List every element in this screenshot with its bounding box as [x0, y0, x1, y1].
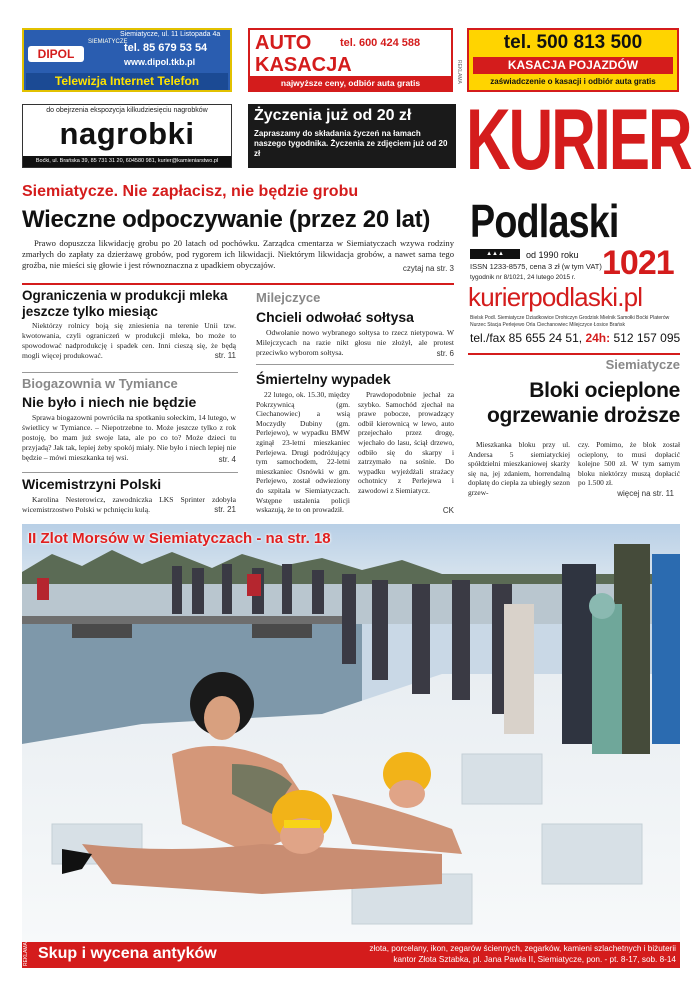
ad-kasacja-pojazdow: [467, 28, 679, 92]
nagrobki-footer: Boćki, ul. Brańska 39, 85 731 31 20, 604580 981, kurier@kamieniarstwo.pl: [23, 156, 231, 167]
divider-3: [256, 364, 454, 365]
biogaz-body: Sprawa biogazowni powróciła na spotkaniu sołeckim, 14 lutego, w świetlicy w Tymiance. – Niepotrzebne to. Może jeszcze tylko z rok postoję, bo mam już swoje lata, ale po co to? Może dzieci tu przyjadą? Jak tak, lepiej żeby spokój miały. Nie było i niech lepiej nie będzie – mówi mieszkanka tej wsi.: [22, 413, 236, 462]
antyki-tag: REKLAMA: [23, 942, 29, 966]
right-divider: [468, 353, 680, 355]
nagrobki-top: do obejrzenia ekspozycja kilkudziesięciu nagrobków: [46, 107, 208, 114]
nagrobki-title: nagrobki: [59, 116, 195, 151]
wypadek-headline: Śmiertelny wypadek: [256, 371, 391, 387]
lead-ref: czytaj na str. 3: [402, 264, 454, 273]
cover-photo: [22, 524, 680, 942]
dipol-phone: tel. 85 679 53 54: [124, 42, 208, 54]
masthead-issue: tygodnik nr 8/1021, 24 lutego 2015 r.: [470, 274, 576, 281]
contact-24h-label: 24h:: [585, 331, 611, 345]
masthead-contact: [470, 331, 682, 345]
zyczenia-body: Zapraszamy do składania życzeń na łamach naszego tygodnika. Życzenia ze zdjęciem już od 20 zł: [254, 129, 448, 158]
lead-headline: Wieczne odpoczywanie (przez 20 lat): [22, 206, 431, 233]
ad-zyczenia: [248, 104, 456, 168]
zyczenia-title: Życzenia już od 20 zł: [254, 107, 412, 124]
lead-divider: [22, 283, 454, 285]
antyki-title: Skup i wycena antyków: [38, 945, 217, 962]
auto-label: AUTO: [255, 32, 312, 54]
ad-antyki: [22, 942, 680, 968]
bloki-headline: Bloki ocieplone ogrzewanie droższe: [487, 379, 680, 427]
lead-kicker: Siemiatycze. Nie zapłacisz, nie będzie grobu: [22, 183, 359, 200]
ad-dipol: [22, 28, 232, 92]
biogaz-kicker: Biogazownia w Tymiance: [22, 376, 178, 391]
mleko-headline: Ograniczenia w produkcji mleka jeszcze tylko miesiąc: [22, 288, 228, 319]
auto-phone: tel. 600 424 588: [340, 37, 421, 49]
dipol-url: www.dipol.tkb.pl: [124, 57, 196, 67]
wypadek-sign: CK: [442, 506, 454, 515]
mleko-body: Niektórzy rolnicy boją się zniesienia na terenie Unii tzw. kwotowania, czyli ograniczeń w produkcji mleka, bo może to spowodować nadprodukcję i spadek cen. Inni cieszą się, że będą mogli więcej produkować.: [22, 321, 236, 360]
dipol-services: Telewizja Internet Telefon: [26, 73, 228, 90]
soltys-headline: Chcieli odwołać sołtysa: [256, 309, 414, 325]
masthead-issn: ISSN 1233-8575, cena 3 zł (w tym VAT): [470, 262, 602, 271]
bloki-kicker: Siemiatycze: [605, 357, 680, 372]
bloki-col1: Mieszkanka bloku przy ul. Andersa 5 siemiatyckiej spółdzielni mieszkaniowej skarży się na, jej zdaniem, horrendalną dopłatę do ciepła za ubiegły sezon grzew-: [468, 440, 570, 497]
wypadek-col1: 22 lutego, ok. 15.30, między Pokrzywnicą (gm. Ciechanowiec) a wsią Moczydły Dubiny (gm. Perlejewo), w wypadku BMW zginął 23-letni mieszkaniec Perlejewa. Drugi podróżujący tym samochodem, 22-letni mieszkaniec Osnówki w gm. Perlejewo, został odwieziony do szpitala w Siemiatyczach. Wstępne ustalenia policji wskazują, że to on prowadził.: [256, 390, 350, 515]
wicemistrzyni-ref: str. 21: [214, 505, 236, 514]
photo-caption: II Zlot Morsów w Siemiatyczach - na str. 18: [28, 530, 331, 547]
divider-2: [22, 472, 238, 473]
bloki-ref: więcej na str. 11: [617, 489, 674, 498]
contact-fax: tel./fax 85 655 24 51,: [470, 331, 583, 345]
antyki-line1: złota, porcelany, ikon, zegarów ściennych, zegarków, kamieni szlachetnych i biżuterii: [369, 944, 676, 953]
antyki-line2: kantor Złota Sztabka, pl. Jana Pawła II, Siemiatycze, pon. - pt. 8-17, sob. 8-14: [393, 955, 676, 964]
dipol-logo-sub: SIEMIATYCZE: [88, 39, 128, 45]
masthead-url: kurierpodlaski.pl: [468, 282, 643, 312]
bloki-col2: czy. Pomimo, że blok został ocieplony, to musi dopłacić kolejne 500 zł. W tym samym bloku niektórzy muszą dopłacić po 1.500 zł.: [578, 440, 680, 488]
ad-nagrobki: [22, 104, 232, 168]
wypadek-col2: Prawdopodobnie jechał za szybko. Samochód zjechał na prawe pobocze, prowadzący odbił kierownicą w lewo, auto przejechało przez drogę, wjechało do lasu, ściął drzewo, odbiło się do skarpy i zatrzymało na sośnie. Do wypadku wyjeżdżali strażacy ochotnicy z Perlejewa i zawodowi z Siemiatycz.: [358, 390, 454, 495]
kasacja-subtitle: zaświadczenie o kasacji i odbiór auta gratis: [490, 77, 656, 86]
masthead-title-kurier: KURIER: [466, 92, 691, 188]
dipol-address: Siemiatycze, ul. 11 Listopada 4a: [120, 31, 221, 38]
soltys-ref: str. 6: [436, 349, 454, 358]
ad-side-tag: REKLAMA: [456, 60, 462, 84]
mleko-ref: str. 11: [214, 351, 236, 360]
kasacja-phone: tel. 500 813 500: [503, 32, 643, 53]
soltys-kicker: Milejczyce: [256, 290, 321, 305]
kasacja-label: KASACJA: [255, 54, 352, 76]
biogaz-headline: Nie było i niech nie będzie: [22, 394, 197, 410]
masthead-since: od 1990 roku: [526, 250, 579, 260]
masthead-issue-number: 1021: [602, 244, 674, 282]
contact-phone: 512 157 095: [613, 331, 681, 345]
auto-subtitle: najwyższe ceny, odbiór auta gratis: [250, 76, 451, 90]
ad-auto-kasacja: [248, 28, 453, 92]
masthead-towns: Bielsk Podl. Siemiatycze Dziadkowice Drohiczyn Grodzisk Mielnik Samołki Boćki Platerów Nurzec Stacja Perlejewo Orla Ciechanowiec Milejczyce Łosice Brańsk: [470, 315, 670, 328]
masthead-title-podlaski: Podlaski: [470, 195, 619, 247]
dipol-logo: DIPOL: [28, 46, 84, 62]
soltys-body: Odwołanie nowo wybranego sołtysa to rzecz nietypowa. W Milejczycach na razie nikt głosu nie złożył, ale protest przeciwko wyborom sołtysa.: [256, 328, 454, 357]
lead-body: Prawo dopuszcza likwidację grobu po 20 latach od pochówku. Zarządca cmentarza w Siemiatyczach wzywa rodziny zmarłych do zapłaty za dzierżawę grobów, pod rygorem ich likwidacji. Niektórym likwidacja grobów, a nawet sama tego groźba, nie mieści się głowie i jest równoznaczna z upadkiem obyczajów.: [22, 238, 454, 270]
biogaz-ref: str. 4: [218, 455, 236, 464]
divider-1: [22, 372, 238, 373]
cover-photo-illustration: [22, 524, 680, 942]
kasacja-title: KASACJA POJAZDÓW: [473, 57, 673, 74]
wicemistrzyni-body: Karolina Nesterowicz, zawodniczka LKS Sprinter zdobyła wicemistrzostwo Polski w pchnięciu kulą.: [22, 495, 236, 514]
masthead-logo-mark: ▲▲▲: [470, 249, 520, 259]
wicemistrzyni-headline: Wicemistrzyni Polski: [22, 476, 162, 492]
